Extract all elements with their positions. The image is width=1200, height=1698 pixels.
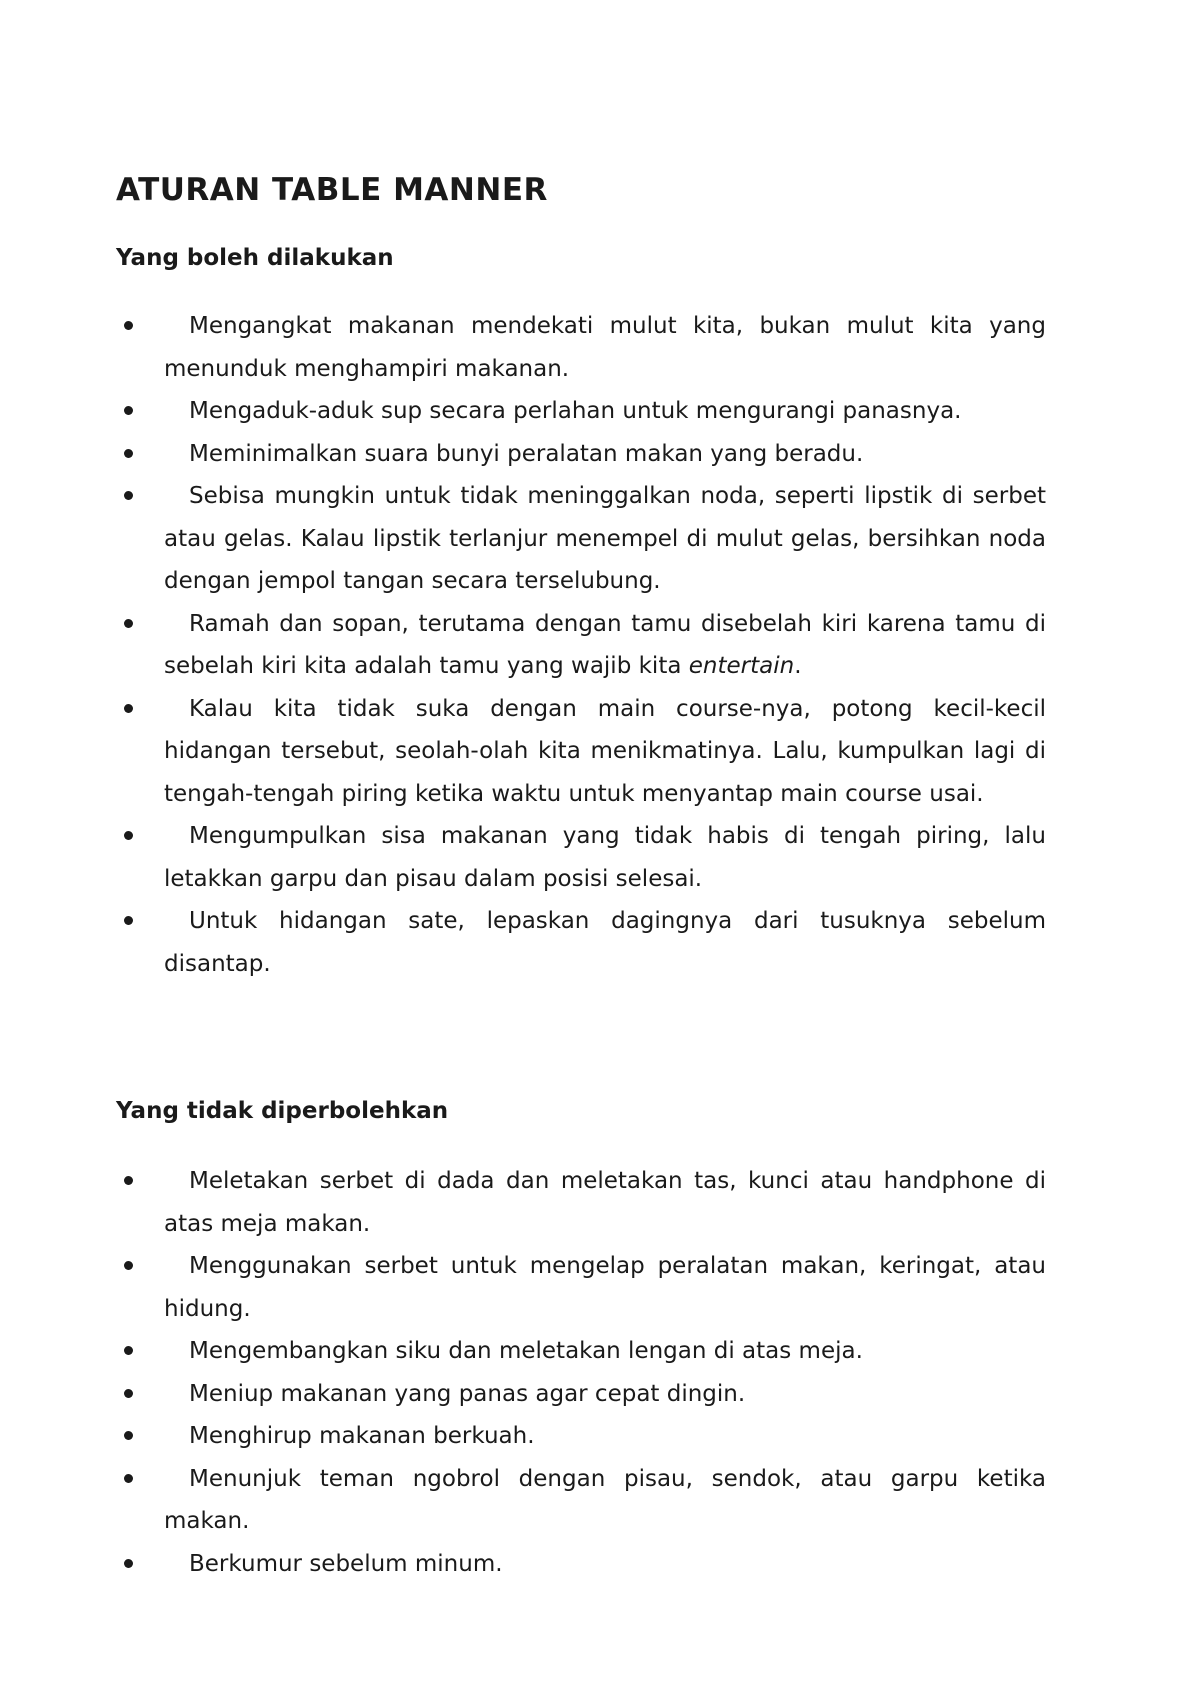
list-item: [116, 305, 1046, 390]
list-item-text: Mengumpulkan sisa makanan yang tidak habis di tengah piring, lalu letakkan garpu dan pisau dalam posisi selesai.: [164, 823, 1046, 892]
bullet-icon: [124, 1389, 133, 1398]
bullet-icon: [124, 1431, 133, 1440]
list-item-text: Mengaduk-aduk sup secara perlahan untuk mengurangi panasnya.: [189, 398, 962, 424]
bullet-icon: [124, 491, 133, 500]
list-item-text: Mengangkat makanan mendekati mulut kita, bukan mulut kita yang menunduk menghampiri makanan.: [164, 313, 1046, 382]
list-item: [116, 1415, 1046, 1458]
list-item: [116, 1373, 1046, 1416]
bullet-icon: [124, 1474, 133, 1483]
bullet-icon: [124, 406, 133, 415]
section-heading-allowed: Yang boleh dilakukan: [116, 245, 394, 271]
list-item-text: Berkumur sebelum minum.: [189, 1550, 503, 1577]
bullet-icon: [124, 916, 133, 925]
bullet-icon: [124, 1261, 133, 1270]
list-item: [116, 1458, 1046, 1543]
list-item-text: Kalau kita tidak suka dengan main course-nya, potong kecil-kecil hidangan tersebut, seolah-olah kita menikmatinya. Lalu, kumpulkan lagi di tengah-tengah piring ketika waktu untuk menyantap main course usai.: [164, 695, 1046, 807]
list-item-text: Mengembangkan siku dan meletakan lengan di atas meja.: [189, 1338, 863, 1364]
list-item: [116, 815, 1046, 900]
list-item-text: Sebisa mungkin untuk tidak meninggalkan noda, seperti lipstik di serbet atau gelas. Kalau lipstik terlanjur menempel di mulut gelas, bersihkan noda dengan jempol tangan secara terselubung.: [164, 483, 1046, 594]
bullet-icon: [124, 449, 133, 458]
list-item-text: Menggunakan serbet untuk mengelap peralatan makan, keringat, atau hidung.: [164, 1253, 1046, 1322]
list-item-text: Untuk hidangan sate, lepaskan dagingnya dari tusuknya sebelum disantap.: [164, 908, 1046, 977]
forbidden-list: [116, 1160, 1046, 1585]
list-item-text: Meniup makanan yang panas agar cepat dingin.: [189, 1380, 746, 1407]
list-item: [116, 900, 1046, 985]
section-heading-forbidden: Yang tidak diperbolehkan: [116, 1098, 449, 1124]
list-item: [116, 1330, 1046, 1373]
list-item-text: Menghirup makanan berkuah.: [189, 1423, 535, 1449]
bullet-icon: [124, 1176, 133, 1185]
document-title: ATURAN TABLE MANNER: [116, 172, 548, 208]
allowed-list: [116, 305, 1046, 985]
list-item: [116, 1245, 1046, 1330]
bullet-icon: [124, 1559, 133, 1568]
list-item: [116, 475, 1046, 603]
list-item-text: Meminimalkan suara bunyi peralatan makan yang beradu.: [189, 440, 864, 467]
list-item: [116, 433, 1046, 476]
bullet-icon: [124, 1346, 133, 1355]
list-item-text: Menunjuk teman ngobrol dengan pisau, sendok, atau garpu ketika makan.: [164, 1465, 1046, 1534]
list-item-text: Meletakan serbet di dada dan meletakan tas, kunci atau handphone di atas meja makan.: [164, 1168, 1046, 1237]
bullet-icon: [124, 321, 133, 330]
bullet-icon: [124, 831, 133, 840]
list-item: [116, 390, 1046, 433]
list-item-text-end: .: [794, 653, 802, 679]
list-item: [116, 1543, 1046, 1586]
list-item: [116, 603, 1046, 688]
list-item: [116, 688, 1046, 816]
list-item-emphasis: entertain: [688, 653, 795, 679]
list-item-text: Ramah dan sopan, terutama dengan tamu disebelah kiri karena tamu di sebelah kiri kita adalah tamu yang wajib kita: [164, 610, 1046, 679]
bullet-icon: [124, 619, 133, 628]
bullet-icon: [124, 704, 133, 713]
list-item: [116, 1160, 1046, 1245]
